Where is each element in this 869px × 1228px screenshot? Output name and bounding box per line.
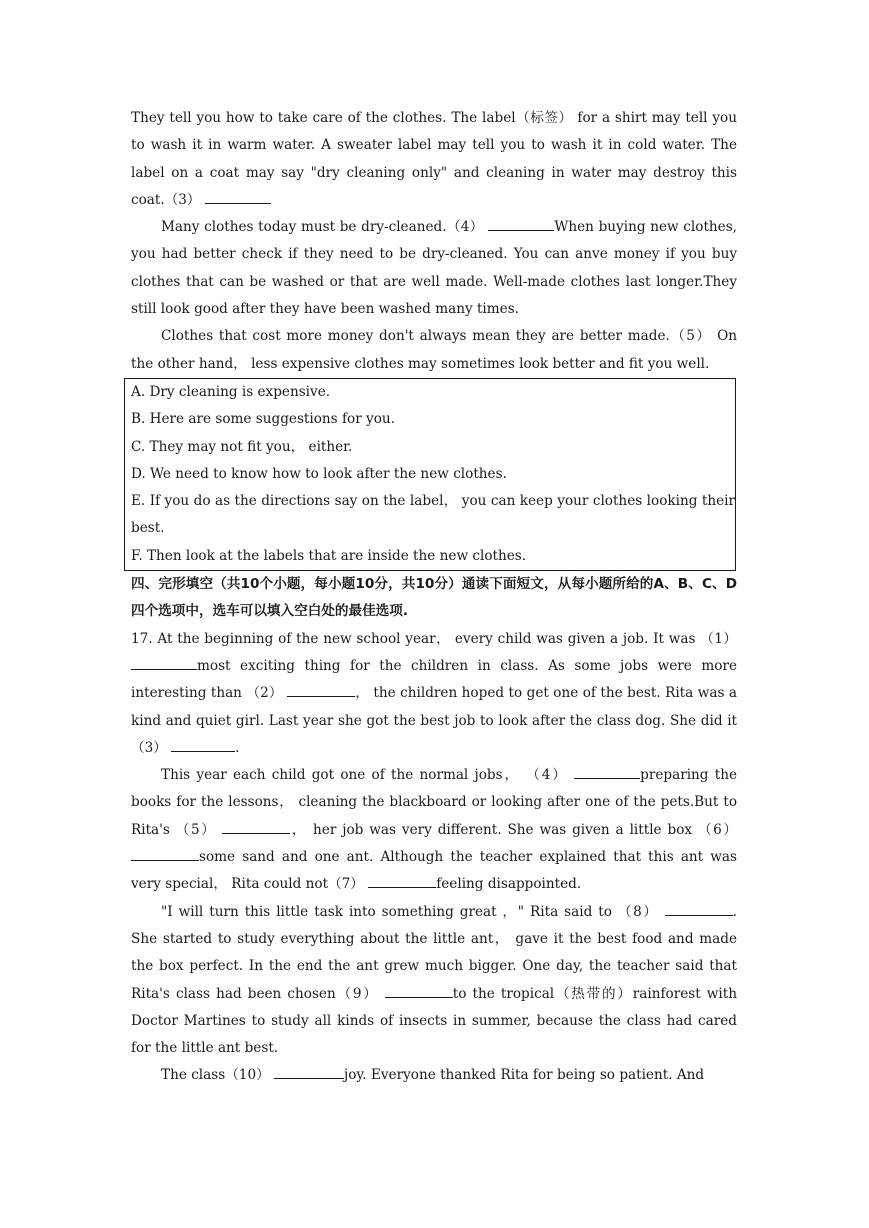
cloze-paragraph-1	[131, 626, 737, 762]
cloze-text: feeling disappointed.	[436, 876, 582, 893]
cloze-blank-2[interactable]	[287, 682, 355, 697]
cloze-text: . She started to study everything about the little ant， gave it the best food and made the box perfect. In the end the ant grew much bigger. One day, the teacher said that Rita's class had been chosen（9）	[131, 903, 737, 1002]
option-f: F. Then look at the labels that are inside the new clothes.	[131, 547, 527, 564]
cloze-blank-8[interactable]	[665, 901, 733, 916]
passage-text: Clothes that cost more money don't always mean they are better made.（5） On the other hand， less expensive clothes may sometimes look better and fit you well.	[131, 328, 737, 372]
section-heading: 四、完形填空（共10个小题，每小题10分，共10分）通读下面短文，从每小题所给的A、B、C、D四个选项中，选车可以填入空白处的最佳选项.	[131, 576, 737, 620]
cloze-paragraph-3	[131, 899, 737, 1063]
cloze-text: The class（10）	[161, 1067, 270, 1084]
cloze-blank-4[interactable]	[574, 764, 640, 779]
cloze-text: ， her job was very different. She was given a little box （6）	[290, 821, 737, 838]
cloze-blank-5[interactable]	[222, 819, 290, 834]
cloze-text: ， the children hoped to get one of the best. Rita was a kind and quiet girl. Last year she got the best job to look after the class dog. She did it （3）	[131, 685, 737, 756]
passage-text: Many clothes today must be dry-cleaned.（4）	[161, 219, 484, 236]
passage-paragraph-2	[131, 214, 737, 323]
cloze-text: joy. Everyone thanked Rita for being so patient. And	[344, 1067, 705, 1084]
passage-paragraph-3	[131, 323, 737, 378]
option-e: E. If you do as the directions say on the label， you can keep your clothes looking their best.	[131, 493, 735, 537]
cloze-text: some sand and one ant. Although the teacher explained that this ant was very special， Rita could not（7）	[131, 849, 737, 893]
cloze-text: preparing the books for the lessons， cleaning the blackboard or looking after one of the pets.But to Rita's （5）	[131, 767, 737, 838]
cloze-paragraph-2	[131, 762, 737, 898]
cloze-blank-7[interactable]	[368, 873, 436, 888]
cloze-text: 17. At the beginning of the new school year， every child was given a job. It was （1）	[131, 630, 737, 647]
cloze-paragraph-4	[131, 1062, 737, 1089]
document-body	[131, 105, 737, 1090]
option-b: B. Here are some suggestions for you.	[131, 411, 395, 428]
cloze-blank-6[interactable]	[131, 846, 199, 861]
option-a: A. Dry cleaning is expensive.	[131, 383, 331, 400]
cloze-blank-1[interactable]	[131, 655, 197, 670]
cloze-text: to the tropical（热带的）rainforest with Doctor Martines to study all kinds of insects in summer, because the class had cared for the little ant best.	[131, 985, 737, 1057]
answer-blank-4[interactable]	[488, 216, 554, 231]
cloze-text: .	[235, 739, 240, 756]
passage-paragraph-1	[131, 105, 737, 214]
cloze-text: This year each child got one of the normal jobs， （4）	[161, 767, 568, 784]
cloze-blank-9[interactable]	[385, 983, 453, 998]
cloze-text: "I will turn this little task into something great ，" Rita said to （8）	[161, 903, 659, 920]
passage-text: They tell you how to take care of the clothes. The label（标签） for a shirt may tell you to wash it in warm water. A sweater label may tell you to wash it in cold water. The label on a coat may say "dry cleaning only" and cleaning in water may destroy this coat.（3）	[131, 110, 737, 208]
option-c: C. They may not fit you， either.	[131, 438, 353, 455]
cloze-text: most exciting thing for the children in class. As some jobs were more interesting than （2）	[131, 657, 737, 702]
cloze-blank-10[interactable]	[274, 1064, 344, 1079]
option-d: D. We need to know how to look after the new clothes.	[131, 465, 507, 482]
passage-text: When buying new clothes, you had better check if they need to be dry-cleaned. You can anve money if you buy clothes that can be washed or that are well made. Well-made clothes last longer.They still look good after they have been washed many times.	[131, 219, 738, 318]
options-box	[124, 378, 736, 571]
answer-blank-3[interactable]	[205, 189, 271, 204]
cloze-blank-3[interactable]	[171, 737, 235, 752]
